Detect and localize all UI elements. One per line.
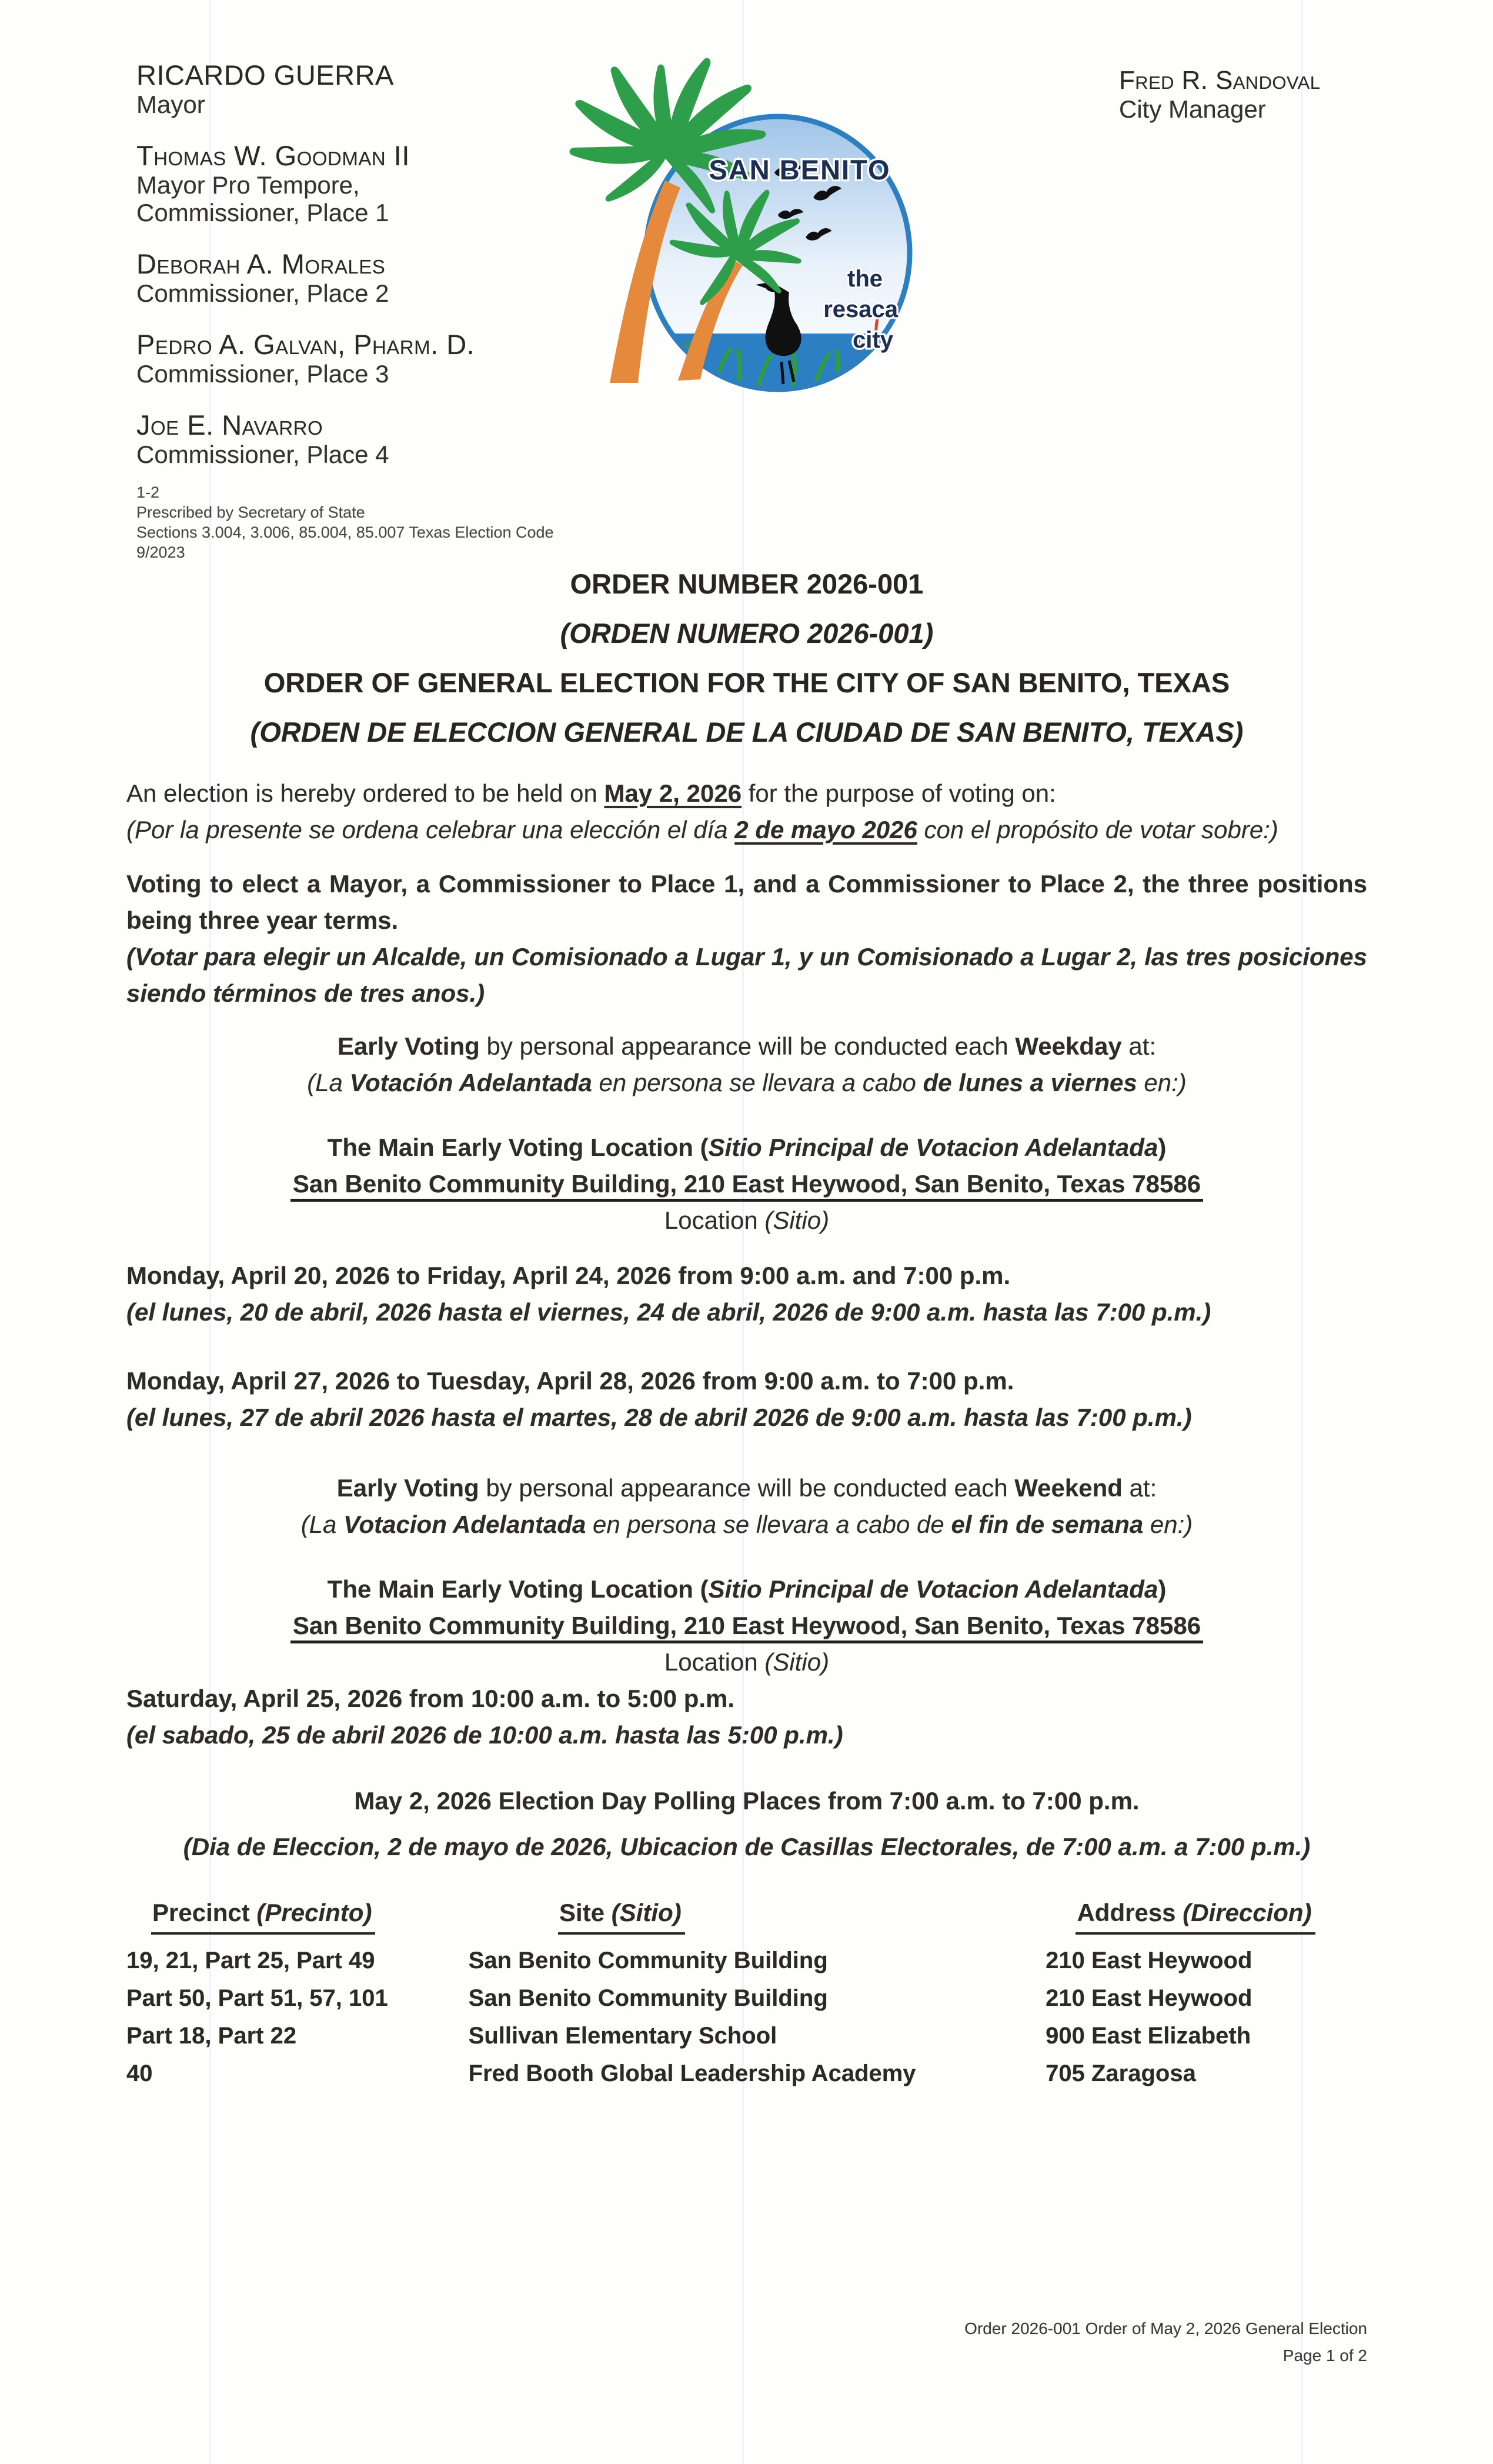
table-row	[126, 1942, 1367, 1979]
official-place2	[136, 249, 619, 307]
saturday-dates-en: Saturday, April 25, 2026 from 10:00 a.m. to 5:00 p.m.	[126, 1685, 735, 1712]
official-title: Mayor Pro Tempore,	[136, 171, 360, 199]
official-title: Commissioner, Place 4	[136, 441, 389, 468]
manager-name: Fred R. Sandoval	[1119, 66, 1321, 95]
main-location-heading-2: The Main Early Voting Location (Sitio Principal de Votacion Adelantada)	[327, 1575, 1167, 1603]
table-row	[126, 1979, 1367, 2017]
logo-tagline-line: resaca	[823, 296, 898, 322]
order-title-en: ORDER OF GENERAL ELECTION FOR THE CITY OF SAN BENITO, TEXAS	[263, 667, 1230, 698]
manager-title: City Manager	[1119, 95, 1266, 123]
logo-city-name: SAN BENITO	[709, 154, 891, 185]
city-manager-block	[1119, 66, 1472, 123]
official-name: Deborah A. Morales	[136, 248, 386, 279]
san-benito-city-logo	[556, 56, 923, 400]
page-footer	[0, 2315, 1367, 2369]
table-row	[126, 2017, 1367, 2055]
footer-page-number: Page 1 of 2	[1282, 2346, 1367, 2365]
address-cell: 210 East Heywood	[1046, 1985, 1252, 2011]
official-title: Commissioner, Place 1	[136, 199, 389, 226]
official-name: Thomas W. Goodman II	[136, 140, 410, 171]
table-header-row	[126, 1895, 1367, 1935]
order-body	[126, 775, 1367, 2092]
official-name: Joe E. Navarro	[136, 409, 323, 441]
order-title-es: (ORDEN DE ELECCION GENERAL DE LA CIUDAD DE SAN BENITO, TEXAS)	[250, 716, 1244, 748]
header-site: Site (Sitio)	[461, 1895, 1074, 1935]
site-cell: Sullivan Elementary School	[468, 2023, 777, 2049]
order-title-block	[126, 566, 1367, 763]
polling-places-table	[126, 1895, 1367, 2092]
order-statement-en: An election is hereby ordered to be held on May 2, 2026 for the purpose of voting on:	[126, 779, 1056, 807]
address-cell: 900 East Elizabeth	[1046, 2023, 1251, 2049]
officials-list	[136, 60, 619, 491]
early-voting-weekday-en: Early Voting by personal appearance will be conducted each Weekday at:	[337, 1032, 1157, 1060]
logo-tagline-line: the	[847, 266, 883, 292]
official-place1	[136, 141, 619, 226]
logo-tagline-line: city	[853, 327, 893, 353]
main-location-label-2: Location (Sitio)	[664, 1648, 830, 1676]
precinct-cell: 40	[126, 2060, 153, 2086]
weekday-dates-1-es: (el lunes, 20 de abril, 2026 hasta el viernes, 24 de abril, 2026 de 9:00 a.m. hasta las 7:00 p.m.)	[126, 1298, 1211, 1326]
main-location-address-2: San Benito Community Building, 210 East Heywood, San Benito, Texas 78586	[126, 1608, 1367, 1644]
official-mayor	[136, 60, 619, 118]
official-name: RICARDO GUERRA	[136, 59, 394, 91]
official-title: Commissioner, Place 3	[136, 360, 389, 388]
site-cell: San Benito Community Building	[468, 1985, 828, 2011]
weekday-dates-1-en: Monday, April 20, 2026 to Friday, April 24, 2026 from 9:00 a.m. and 7:00 p.m.	[126, 1262, 1011, 1289]
early-voting-weekend-en: Early Voting by personal appearance will be conducted each Weekend at:	[336, 1474, 1157, 1502]
header-address: Address (Direccion)	[1074, 1895, 1367, 1935]
early-voting-weekend-es: (La Votacion Adelantada en persona se llevara a cabo de el fin de semana en:)	[300, 1511, 1193, 1538]
weekday-dates-2-es: (el lunes, 27 de abril 2026 hasta el martes, 28 de abril 2026 de 9:00 a.m. hasta las 7:00 p.m.)	[126, 1403, 1192, 1431]
table-row	[126, 2055, 1367, 2092]
election-day-en: May 2, 2026 Election Day Polling Places from 7:00 a.m. to 7:00 p.m.	[354, 1787, 1140, 1815]
order-number-en: ORDER NUMBER 2026-001	[570, 568, 924, 599]
precinct-cell: Part 50, Part 51, 57, 101	[126, 1985, 388, 2011]
saturday-dates-es: (el sabado, 25 de abril 2026 de 10:00 a.m. hasta las 5:00 p.m.)	[126, 1721, 843, 1749]
header-precinct: Precinct (Precinto)	[126, 1895, 461, 1935]
main-location-address: San Benito Community Building, 210 East Heywood, San Benito, Texas 78586	[126, 1166, 1367, 1202]
official-place4	[136, 410, 619, 468]
order-statement-es: (Por la presente se ordena celebrar una elección el día 2 de mayo 2026 con el propósito de votar sobre:)	[126, 816, 1278, 843]
official-name: Pedro A. Galvan, Pharm. D.	[136, 329, 475, 360]
early-voting-weekday-es: (La Votación Adelantada en persona se llevara a cabo de lunes a viernes en:)	[307, 1069, 1187, 1096]
main-location-heading: The Main Early Voting Location (Sitio Principal de Votacion Adelantada)	[327, 1133, 1167, 1161]
form-note-line: 9/2023	[136, 544, 185, 561]
voting-purpose-es: (Votar para elegir un Alcalde, un Comisionado a Lugar 1, y un Comisionado a Lugar 2, las tres posiciones siendo términos de tres anos.)	[126, 943, 1367, 1007]
site-cell: Fred Booth Global Leadership Academy	[468, 2060, 916, 2086]
official-title: Mayor	[136, 91, 205, 118]
weekday-dates-2-en: Monday, April 27, 2026 to Tuesday, April 28, 2026 from 9:00 a.m. to 7:00 p.m.	[126, 1367, 1014, 1395]
order-number-es: (ORDEN NUMERO 2026-001)	[560, 618, 934, 649]
official-title: Commissioner, Place 2	[136, 279, 389, 307]
official-place3	[136, 329, 619, 388]
address-cell: 210 East Heywood	[1046, 1948, 1252, 1973]
election-day-es: (Dia de Eleccion, 2 de mayo de 2026, Ubicacion de Casillas Electorales, de 7:00 a.m. a 7:00 p.m.)	[183, 1833, 1311, 1860]
precinct-cell: Part 18, Part 22	[126, 2023, 297, 2049]
form-note-line: Sections 3.004, 3.006, 85.004, 85.007 Texas Election Code	[136, 524, 554, 541]
footer-order-line: Order 2026-001 Order of May 2, 2026 General Election	[964, 2319, 1367, 2338]
precinct-cell: 19, 21, Part 25, Part 49	[126, 1948, 375, 1973]
main-location-label: Location (Sitio)	[664, 1206, 830, 1234]
form-note-line: 1-2	[136, 484, 160, 501]
form-reference-note	[136, 482, 554, 562]
site-cell: San Benito Community Building	[468, 1948, 828, 1973]
voting-purpose-en: Voting to elect a Mayor, a Commissioner to Place 1, and a Commissioner to Place 2, the three positions being three year terms.	[126, 870, 1367, 934]
form-note-line: Prescribed by Secretary of State	[136, 504, 365, 521]
address-cell: 705 Zaragosa	[1046, 2060, 1196, 2086]
